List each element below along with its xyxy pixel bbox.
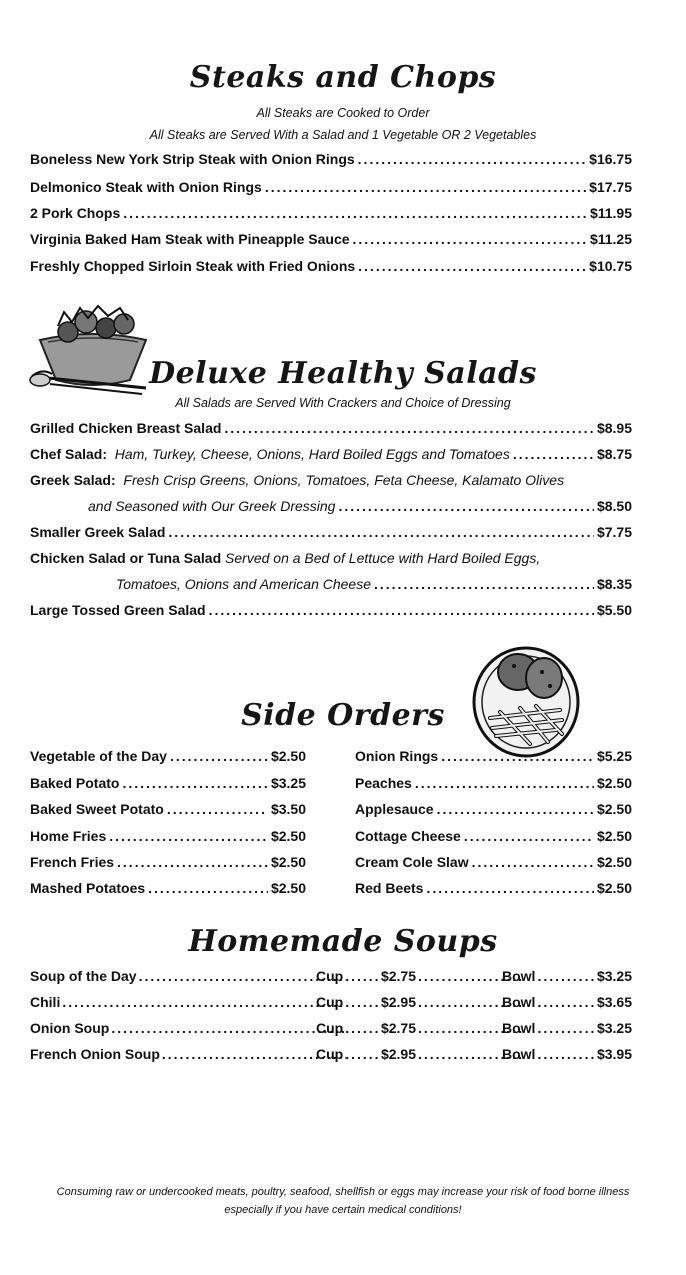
item-name: Chicken Salad or Tuna Salad: [30, 550, 222, 566]
item-price: $8.75: [596, 446, 632, 462]
cup-price: $2.95: [380, 994, 416, 1010]
menu-item: [30, 801, 306, 817]
sides-title: Side Orders: [241, 698, 445, 733]
cup-price: $2.95: [380, 1046, 416, 1062]
menu-item: [30, 854, 306, 870]
item-price: $5.50: [596, 602, 632, 618]
item-description: Tomatoes, Onions and American Cheese: [116, 576, 371, 592]
menu-item: [355, 880, 632, 896]
steaks-subtitle-1: All Steaks are Cooked to Order: [256, 106, 430, 120]
item-price: $5.25: [596, 748, 632, 764]
menu-item: [30, 748, 306, 764]
soup-row: [30, 994, 632, 1014]
soup-row: [30, 968, 632, 988]
menu-item: [30, 258, 632, 274]
item-name: Grilled Chicken Breast Salad: [30, 420, 222, 436]
item-price: $3.50: [270, 801, 306, 817]
item-price: $2.50: [596, 801, 632, 817]
item-price: $3.25: [270, 775, 306, 791]
item-name: Freshly Chopped Sirloin Steak with Fried Onions: [30, 258, 356, 274]
item-price: $8.35: [596, 576, 632, 592]
bowl-price: $3.65: [596, 994, 632, 1010]
item-name: Vegetable of the Day: [30, 748, 167, 764]
item-description: Served on a Bed of Lettuce with Hard Boiled Eggs,: [225, 550, 541, 566]
item-name: Chili: [30, 994, 61, 1010]
menu-item: [30, 446, 632, 462]
item-price: $8.95: [596, 420, 632, 436]
item-name: Smaller Greek Salad: [30, 524, 166, 540]
item-price: $2.50: [270, 854, 306, 870]
menu-item: [30, 550, 540, 566]
item-name: French Onion Soup: [30, 1046, 160, 1062]
menu-item: [30, 205, 632, 221]
item-price: $2.50: [270, 748, 306, 764]
item-name: Boneless New York Strip Steak with Onion Rings: [30, 151, 355, 167]
menu-item-continued: [88, 498, 632, 514]
item-price: $11.25: [589, 231, 632, 247]
bowl-label: Bowl: [502, 968, 536, 984]
item-price: $11.95: [589, 205, 632, 221]
soup-row: [30, 1046, 632, 1066]
item-name: Home Fries: [30, 828, 107, 844]
item-name: Baked Potato: [30, 775, 120, 791]
cup-price: $2.75: [380, 968, 416, 984]
item-name: Large Tossed Green Salad: [30, 602, 206, 618]
item-name: Peaches: [355, 775, 412, 791]
menu-item: [355, 775, 632, 791]
item-name: Soup of the Day: [30, 968, 137, 984]
bowl-price: $3.95: [596, 1046, 632, 1062]
item-price: $17.75: [589, 179, 632, 195]
menu-item: [355, 748, 632, 764]
menu-item: [30, 179, 632, 195]
item-name: Cream Cole Slaw: [355, 854, 469, 870]
item-price: $2.50: [596, 854, 632, 870]
steaks-title: Steaks and Chops: [189, 60, 497, 95]
item-name: Greek Salad:: [30, 472, 116, 488]
item-price: $2.50: [596, 775, 632, 791]
item-price: $16.75: [589, 151, 632, 167]
item-name: Onion Soup: [30, 1020, 110, 1036]
item-name: Applesauce: [355, 801, 434, 817]
item-name: Virginia Baked Ham Steak with Pineapple Sauce: [30, 231, 350, 247]
bowl-price: $3.25: [596, 1020, 632, 1036]
bowl-label: Bowl: [502, 1046, 536, 1062]
menu-item: [30, 828, 306, 844]
item-price: $2.50: [596, 828, 632, 844]
cup-label: Cup: [316, 1020, 344, 1036]
soups-title: Homemade Soups: [188, 924, 498, 959]
menu-item: [30, 602, 632, 618]
item-price: $2.50: [270, 880, 306, 896]
salads-subtitle: All Salads are Served With Crackers and Choice of Dressing: [175, 396, 511, 410]
bowl-price: $3.25: [596, 968, 632, 984]
item-name: Onion Rings: [355, 748, 439, 764]
health-warning-line-2: especially if you have certain medical conditions!: [224, 1204, 462, 1216]
menu-item: [30, 472, 564, 488]
item-price: $10.75: [589, 258, 632, 274]
menu-item: [30, 524, 632, 540]
menu-item: [30, 420, 632, 436]
menu-item: [30, 880, 306, 896]
item-name: Mashed Potatoes: [30, 880, 146, 896]
menu-item: [30, 775, 306, 791]
item-name: French Fries: [30, 854, 115, 870]
item-price: $7.75: [596, 524, 632, 540]
item-description: Fresh Crisp Greens, Onions, Tomatoes, Feta Cheese, Kalamato Olives: [123, 472, 565, 488]
cup-label: Cup: [316, 1046, 344, 1062]
item-name: Chef Salad:: [30, 446, 108, 462]
salads-title: Deluxe Healthy Salads: [149, 356, 537, 391]
menu-item-continued: [116, 576, 632, 592]
item-name: Baked Sweet Potato: [30, 801, 164, 817]
item-name: Red Beets: [355, 880, 424, 896]
menu-item: [30, 151, 632, 167]
soup-row: [30, 1020, 632, 1040]
item-description: and Seasoned with Our Greek Dressing: [88, 498, 336, 514]
bowl-label: Bowl: [502, 1020, 536, 1036]
bowl-label: Bowl: [502, 994, 536, 1010]
menu-item: [30, 231, 632, 247]
cup-label: Cup: [316, 968, 344, 984]
item-price: $8.50: [596, 498, 632, 514]
steaks-subtitle-2: All Steaks are Served With a Salad and 1 Vegetable OR 2 Vegetables: [149, 128, 537, 142]
item-description: Ham, Turkey, Cheese, Onions, Hard Boiled Eggs and Tomatoes: [114, 446, 510, 462]
menu-item: [355, 828, 632, 844]
health-warning-line-1: Consuming raw or undercooked meats, poultry, seafood, shellfish or eggs may increase your risk of food borne illness: [56, 1186, 630, 1198]
item-name: Delmonico Steak with Onion Rings: [30, 179, 262, 195]
potato-fries-plate-icon: [470, 636, 582, 758]
menu-item: [355, 801, 632, 817]
cup-label: Cup: [316, 994, 344, 1010]
cup-price: $2.75: [380, 1020, 416, 1036]
menu-item: [355, 854, 632, 870]
item-price: $2.50: [596, 880, 632, 896]
item-price: $2.50: [270, 828, 306, 844]
item-name: 2 Pork Chops: [30, 205, 121, 221]
item-name: Cottage Cheese: [355, 828, 461, 844]
